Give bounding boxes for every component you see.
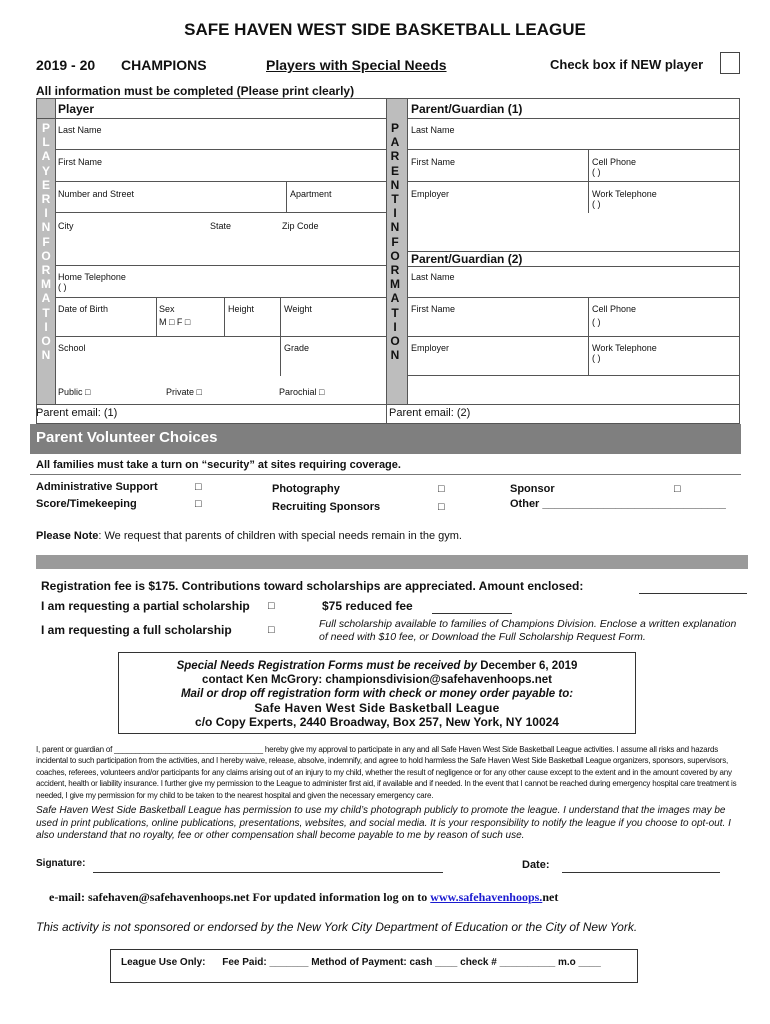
mailing-address: c/o Copy Experts, 2440 Broadway, Box 257, New York, NY 10024	[195, 715, 559, 729]
reduced-fee-label: $75 reduced fee	[322, 599, 413, 613]
vertical-letter: M	[390, 277, 400, 292]
vertical-letter: R	[41, 263, 51, 278]
vertical-letter: P	[41, 121, 50, 135]
waiver-text: I, parent or guardian of ___________________________________ hereby give my approval to participate in any and all Safe Haven West Side Basketball League activities. I assume all risks and hazards incidental to such participation from the activities, and I hereby waive, release, absolve, indemnify, and agree to hold harmless the Safe Haven West Side Basketball League organizers, sponsors, supervisors, coaches, referees, volunteers and/or participants for any claims arising out of an injury to my child, whether the result of negligence or for any other cause except to the extent and in the amount covered by any accident, health or liability insurance. I further give my permission to the League to administer first aid, if available and if needed. In the event that I cannot be reached during emergency hospital care treatment is needed, I give my permission for my child to be taken to the nearest hospital and given the necessary emergency care.	[36, 745, 737, 800]
score-checkbox[interactable]: □	[195, 498, 202, 510]
divider	[588, 149, 589, 213]
league-use-box	[110, 949, 638, 983]
player-first-name-field[interactable]: First Name	[58, 157, 103, 167]
divider	[55, 336, 386, 337]
vertical-letter: A	[390, 135, 400, 150]
sex-label: Sex	[159, 304, 175, 314]
signature-field[interactable]	[93, 871, 443, 873]
full-scholarship-label: I am requesting a full scholarship	[41, 623, 232, 637]
admin-support-checkbox[interactable]: □	[195, 481, 202, 493]
vertical-letter: P	[390, 121, 399, 135]
vertical-letter: I	[44, 206, 48, 221]
vertical-letter: N	[390, 177, 400, 192]
player-section-title: Player	[58, 102, 95, 116]
sponsor-checkbox[interactable]: □	[674, 483, 681, 495]
vertical-letter: O	[41, 334, 51, 349]
new-player-checkbox[interactable]	[720, 52, 740, 74]
vertical-letter: T	[391, 192, 399, 207]
vertical-letter: T	[42, 305, 50, 320]
guardian-1-first-name-field[interactable]: First Name	[411, 157, 456, 167]
website-link[interactable]: www.safehavenhoops.	[430, 890, 543, 904]
vertical-letter: N	[390, 348, 400, 363]
guardian-2-title: Parent/Guardian (2)	[411, 252, 523, 266]
work-phone-paren: ( )	[592, 199, 601, 209]
vertical-letter: R	[390, 263, 400, 278]
vertical-letter: I	[44, 319, 48, 334]
divider	[55, 181, 386, 182]
form-title: SAFE HAVEN WEST SIDE BASKETBALL LEAGUE	[184, 20, 586, 39]
vertical-letter: N	[41, 348, 51, 363]
security-note: All families must take a turn on “security” at sites requiring coverage.	[36, 459, 401, 471]
divider	[55, 265, 386, 266]
league-use-label: League Use Only:	[121, 957, 206, 968]
guardian-2-first-name-field[interactable]: First Name	[411, 304, 456, 314]
signature-label: Signature:	[36, 858, 86, 869]
grade-field[interactable]: Grade	[284, 343, 310, 353]
vertical-letter: I	[393, 206, 397, 221]
weight-field[interactable]: Weight	[284, 304, 312, 314]
guardian-2-employer-field[interactable]: Employer	[411, 343, 450, 353]
city-field[interactable]: City	[58, 221, 74, 231]
registration-fee-line: Registration fee is $175. Contributions toward scholarships are appreciated. Amount enclosed:	[41, 579, 584, 593]
divider	[30, 474, 741, 475]
vertical-letter: Y	[41, 163, 50, 178]
date-label: Date:	[522, 859, 550, 871]
divider	[407, 149, 740, 150]
amount-enclosed-field[interactable]	[639, 592, 747, 594]
school-field[interactable]: School	[58, 343, 86, 353]
guardian-2-last-name-field[interactable]: Last Name	[411, 272, 455, 282]
submission-notice-box	[118, 652, 636, 734]
division-label: CHAMPIONS	[121, 57, 207, 73]
school-type-private[interactable]: Private □	[166, 387, 202, 397]
divider	[407, 375, 740, 376]
divider	[156, 297, 157, 336]
parent-info-vertical-label	[389, 121, 401, 362]
divider	[55, 149, 386, 150]
program-label: Players with Special Needs	[266, 57, 447, 73]
instruction-note: All information must be completed (Please print clearly)	[36, 84, 355, 98]
disclaimer: This activity is not sponsored or endorsed by the New York City Department of Education or the City of New York.	[36, 920, 638, 934]
parent-email-1-field[interactable]: Parent email: (1)	[36, 407, 118, 419]
home-phone-field[interactable]	[58, 272, 385, 296]
school-type-public[interactable]: Public □	[58, 387, 91, 397]
volunteer-sponsor: Sponsor	[510, 483, 555, 495]
divider	[407, 118, 740, 119]
cell-phone-paren: ( )	[592, 167, 601, 177]
vertical-letter: M	[41, 277, 51, 292]
divider	[37, 404, 740, 405]
guardian-1-title: Parent/Guardian (1)	[411, 102, 523, 116]
vertical-letter: N	[390, 220, 400, 235]
divider	[37, 118, 386, 119]
divider	[224, 297, 225, 336]
divider	[55, 212, 386, 213]
zip-field[interactable]: Zip Code	[282, 221, 319, 231]
divider	[407, 181, 740, 182]
please-note-label: Please Note	[36, 530, 99, 542]
guardian-1-cell-phone-field[interactable]	[592, 157, 737, 180]
sex-options[interactable]: M □ F □	[159, 317, 191, 327]
guardian-1-employer-field[interactable]: Employer	[411, 189, 450, 199]
partial-scholarship-label: I am requesting a partial scholarship	[41, 599, 250, 613]
email-suffix: net	[542, 890, 559, 904]
deadline-label: Special Needs Registration Forms must be received by	[176, 660, 477, 672]
photography-checkbox[interactable]: □	[438, 483, 445, 495]
section-separator	[36, 555, 748, 569]
recruiting-checkbox[interactable]: □	[438, 501, 445, 513]
divider	[280, 297, 281, 336]
divider	[286, 181, 287, 212]
home-phone-paren: ( )	[58, 282, 67, 292]
photo-permission-text: Safe Haven West Side Basketball League has permission to use my child’s photograph publicly to promote the league. I understand that the images may be used in print publications, online publications, presentations, websites, and social media. It is your responsibility to notify the league if you choose to opt-out. I also understand that no royalty, fee or other compensation shall become payable to me by reason of such use.	[36, 805, 731, 842]
volunteer-recruiting: Recruiting Sponsors	[272, 501, 381, 513]
vertical-letter: R	[390, 149, 400, 164]
cell-phone-label: Cell Phone	[592, 157, 637, 167]
reduced-fee-field[interactable]	[432, 612, 512, 614]
mail-instructions: Mail or drop off registration form with check or money order payable to:	[180, 688, 574, 700]
volunteer-other[interactable]: Other ______________________________	[510, 498, 726, 510]
partial-scholarship-checkbox[interactable]: □	[268, 600, 275, 612]
volunteer-photography: Photography	[272, 483, 340, 495]
vertical-letter: O	[390, 334, 400, 349]
deadline-date: December 6, 2019	[480, 660, 578, 672]
vertical-letter: L	[42, 135, 50, 150]
vertical-letter: O	[41, 248, 51, 263]
vertical-letter: A	[41, 149, 51, 164]
vertical-letter: N	[41, 220, 51, 235]
cell-phone-paren: ( )	[592, 317, 601, 327]
vertical-letter: I	[393, 319, 397, 334]
full-scholarship-checkbox[interactable]: □	[268, 624, 275, 636]
volunteer-score: Score/Timekeeping	[36, 498, 137, 510]
volunteer-heading: Parent Volunteer Choices	[36, 429, 218, 446]
please-note-text: : We request that parents of children with special needs remain in the gym.	[98, 530, 462, 542]
vertical-letter: F	[42, 234, 50, 249]
full-scholarship-note: Full scholarship available to families of Champions Division. Enclose a written explanation of need with $10 fee, or Download the Full Scholarship Request Form.	[319, 618, 737, 643]
volunteer-admin-support: Administrative Support	[36, 481, 158, 493]
school-type-parochial[interactable]: Parochial □	[279, 387, 325, 397]
email-prefix: e-mail: safehaven@safehavenhoops.net For updated information log on to	[49, 890, 431, 904]
guardian-1-last-name-field[interactable]: Last Name	[411, 125, 455, 135]
player-info-vertical-label	[40, 121, 52, 362]
divider	[280, 336, 281, 376]
fee-paid-field[interactable]: Fee Paid: _______	[222, 957, 309, 968]
home-phone-label: Home Telephone	[58, 272, 126, 282]
new-player-label: Check box if NEW player	[550, 57, 704, 72]
vertical-letter: T	[391, 305, 399, 320]
vertical-letter: E	[41, 177, 50, 192]
contact-line: contact Ken McGrory: championsdivision@safehavenhoops.net	[202, 674, 552, 686]
guardian-2-cell-phone-field[interactable]	[592, 304, 737, 334]
state-field[interactable]: State	[210, 221, 232, 231]
guardian-2-work-phone-field[interactable]	[592, 343, 737, 373]
vertical-letter: A	[390, 291, 400, 306]
work-phone-label: Work Telephone	[592, 189, 657, 199]
payee-name: Safe Haven West Side Basketball League	[254, 701, 500, 715]
divider	[588, 297, 589, 375]
vertical-letter: R	[41, 192, 51, 207]
email-line	[49, 890, 558, 905]
apartment-field[interactable]: Apartment	[290, 189, 332, 199]
date-field[interactable]	[562, 871, 720, 873]
vertical-letter: E	[390, 163, 399, 178]
payment-method-field[interactable]: Method of Payment: cash ____ check # __________ m.o ____	[311, 957, 601, 968]
vertical-letter: O	[390, 248, 400, 263]
guardian-1-work-phone-field[interactable]	[592, 189, 737, 212]
work-phone-paren: ( )	[592, 353, 601, 363]
work-phone-label: Work Telephone	[592, 343, 657, 353]
divider	[407, 297, 740, 298]
divider	[55, 99, 56, 404]
season-label: 2019 - 20	[36, 57, 96, 73]
sex-field[interactable]	[159, 304, 223, 334]
cell-phone-label: Cell Phone	[592, 304, 637, 314]
please-note	[36, 530, 462, 542]
divider	[407, 336, 740, 337]
vertical-letter: A	[41, 291, 51, 306]
player-last-name-field[interactable]: Last Name	[58, 125, 102, 135]
divider	[407, 266, 740, 267]
height-field[interactable]: Height	[228, 304, 255, 314]
divider	[386, 99, 387, 424]
deadline-line	[119, 659, 635, 673]
dob-field[interactable]: Date of Birth	[58, 304, 109, 314]
vertical-letter: F	[391, 234, 399, 249]
parent-email-2-field[interactable]: Parent email: (2)	[389, 407, 471, 419]
street-field[interactable]: Number and Street	[58, 189, 135, 199]
divider	[55, 297, 386, 298]
